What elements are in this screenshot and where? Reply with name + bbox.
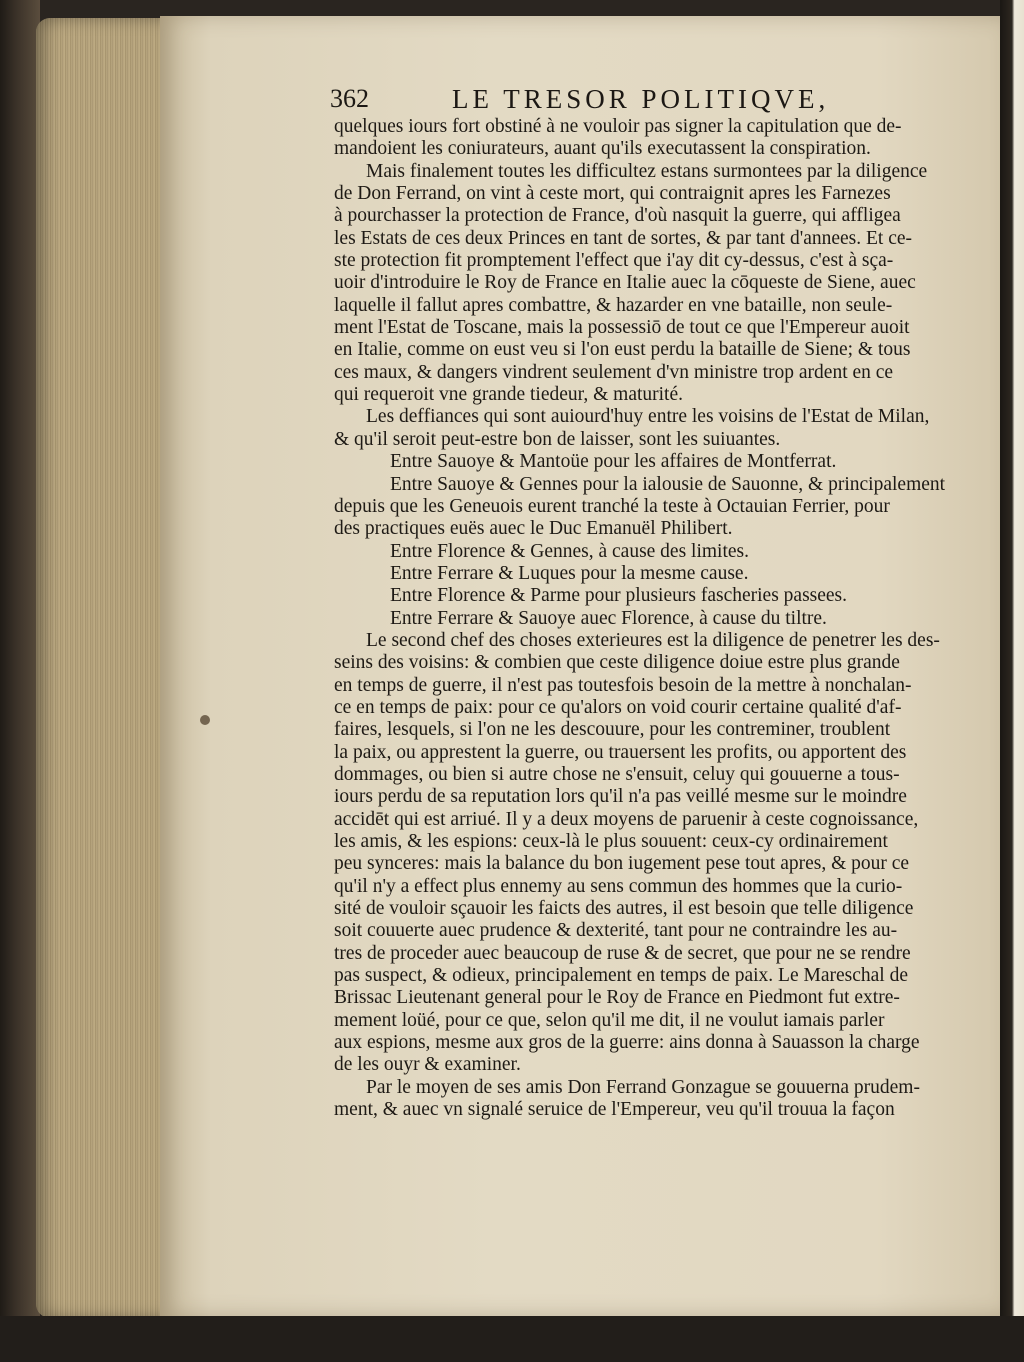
text-line: la paix, ou apprestent la guerre, ou trauersent les profits, ou apportent des	[334, 741, 907, 763]
text-line: ste protection fit promptement l'effect que i'ay dit cy-dessus, c'est à sça-	[334, 250, 894, 272]
text-line: les Estats de ces deux Princes en tant de sortes, & par tant d'annees. Et ce-	[334, 227, 913, 249]
text-line: uoir d'introduire le Roy de France en Italie auec la cōqueste de Siene, auec	[334, 272, 916, 294]
text-block	[334, 116, 964, 1121]
text-line: accidēt qui est arriué. Il y a deux moyens de paruenir à ceste cognoissance,	[334, 808, 919, 830]
text-line: Par le moyen de ses amis Don Ferrand Gonzague se gouuerna prudem-	[366, 1076, 920, 1098]
page-block-edge	[36, 18, 166, 1318]
text-line: aux espions, mesme aux gros de la guerre: ains donna à Sauasson la charge	[334, 1032, 920, 1054]
text-line: Entre Ferrare & Sauoye auec Florence, à cause du tiltre.	[390, 607, 827, 629]
text-line: laquelle il fallut apres combattre, & hazarder en vne bataille, non seule-	[334, 294, 893, 316]
text-line: en Italie, comme on eust veu si l'on eust perdu la bataille de Siene; & tous	[334, 339, 911, 361]
text-line: ment l'Estat de Toscane, mais la possessiō de tout ce que l'Empereur auoit	[334, 317, 910, 339]
text-line: depuis que les Geneuois eurent tranché la teste à Octauian Ferrier, pour	[334, 495, 890, 517]
text-line: mement loüé, pour ce que, selon qu'il me dit, il ne voulut iamais parler	[334, 1009, 885, 1031]
text-line: Entre Sauoye & Gennes pour la ialousie de Sauonne, & principalement	[390, 473, 946, 495]
text-line: dommages, ou bien si autre chose ne s'ensuit, celuy qui gouuerne a tous-	[334, 763, 900, 785]
text-line: tres de proceder auec beaucoup de ruse & de secret, que pour ne se rendre	[334, 942, 911, 964]
text-line: Le second chef des choses exterieures est la diligence de penetrer les des-	[366, 629, 940, 651]
book-spine-shadow	[0, 0, 40, 1362]
text-line: quelques iours fort obstiné à ne vouloir pas signer la capitulation que de-	[334, 116, 902, 137]
text-line: mandoient les coniurateurs, auant qu'ils executassent la conspiration.	[334, 138, 871, 160]
text-line: iours perdu de sa reputation lors qu'il n'a pas veillé mesme sur le moindre	[334, 786, 907, 808]
text-line: seins des voisins: & combien que ceste diligence doiue estre plus grande	[334, 652, 900, 674]
text-line: les amis, & les espions: ceux-là le plus souuent: ceux-cy ordinairement	[334, 831, 888, 852]
text-line: peu synceres: mais la balance du bon iugement pese tout apres, & pour ce	[334, 853, 910, 875]
facing-page-edge	[1000, 0, 1024, 1362]
text-line: ces maux, & dangers vindrent seulement d'vn ministre trop ardent en ce	[334, 361, 894, 383]
text-line: ment, & auec vn signalé seruice de l'Empereur, veu qu'il trouua la façon	[334, 1099, 895, 1121]
text-line: des practiques euës auec le Duc Emanuël Philibert.	[334, 518, 733, 540]
text-line: de Don Ferrand, on vint à ceste mort, qui contraignit apres les Farnezes	[334, 183, 891, 205]
bottom-background	[0, 1316, 1024, 1362]
text-line: Entre Florence & Parme pour plusieurs fascheries passees.	[390, 585, 848, 607]
text-line: Entre Sauoye & Mantoüe pour les affaires de Montferrat.	[390, 451, 837, 473]
text-line: Les deffiances qui sont auiourd'huy entre les voisins de l'Estat de Milan,	[366, 406, 930, 428]
page-number: 362	[330, 84, 369, 113]
running-title: LE TRESOR POLITIQVE,	[452, 84, 830, 114]
text-line: de les ouyr & examiner.	[334, 1054, 521, 1076]
text-line: Entre Ferrare & Luques pour la mesme cause.	[390, 562, 749, 584]
ink-stain	[200, 715, 210, 725]
text-line: Entre Florence & Gennes, à cause des limites.	[390, 540, 750, 562]
text-line: & qu'il seroit peut-estre bon de laisser, sont les suiuantes.	[334, 428, 781, 450]
text-line: pas suspect, & odieux, principalement en temps de paix. Le Mareschal de	[334, 965, 908, 987]
text-line: à pourchasser la protection de France, d'où nasquit la guerre, qui affligea	[334, 205, 901, 227]
text-line: ce en temps de paix: pour ce qu'alors on void courir certaine qualité d'af-	[334, 696, 902, 718]
text-line: Mais finalement toutes les difficultez estans surmontees par la diligence	[366, 160, 928, 182]
text-line: en temps de guerre, il n'est pas toutesfois besoin de la mettre à nonchalan-	[334, 674, 912, 696]
text-line: sité de vouloir sçauoir les faicts des autres, il est besoin que telle diligence	[334, 898, 914, 920]
text-line: qu'il n'y a effect plus ennemy au sens commun des hommes que la curio-	[334, 875, 903, 897]
text-line: soit couuerte auec prudence & dexterité, tant pour ne contraindre les au-	[334, 920, 898, 942]
text-line: qui requeroit vne grande tiedeur, & maturité.	[334, 384, 684, 406]
text-line: Brissac Lieutenant general pour le Roy de France en Piedmont fut extre-	[334, 987, 900, 1009]
running-head	[330, 84, 970, 118]
text-line: faires, lesquels, si l'on ne les descouure, pour les contreminer, troublent	[334, 719, 891, 741]
